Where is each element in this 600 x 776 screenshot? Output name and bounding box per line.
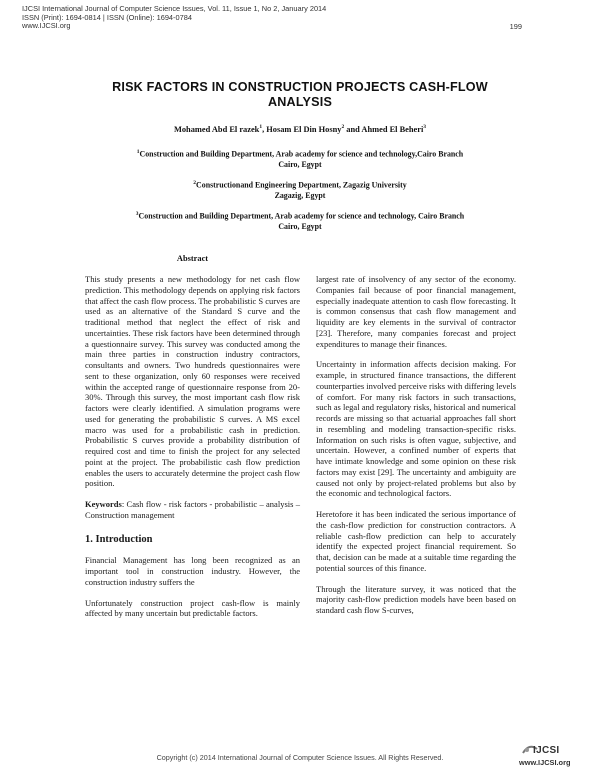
section-heading: 1. Introduction: [85, 533, 153, 545]
copyright-footer: Copyright (c) 2014 International Journal of Computer Science Issues. All Rights Reserved.: [156, 753, 444, 762]
body-paragraph-3: Heretofore it has been indicated the serious importance of the cash-flow prediction for construction contractors. A reliable cash-flow prediction can help to accurately identify the expected project financial requirement. So that, decision can be made at a suitable time regarding the potential sources of this finance.: [316, 509, 516, 573]
author-2-sup: 2: [341, 124, 345, 130]
body-paragraph-4: Through the literature survey, it was noticed that the majority cash-flow prediction models have been based on standard cash flow S-curves,: [316, 583, 516, 615]
page-number: 199: [509, 22, 522, 31]
issn-line: ISSN (Print): 1694-0814 | ISSN (Online): 1694-0784: [22, 12, 192, 22]
left-column: [85, 274, 300, 619]
ijcsi-logo: [519, 741, 575, 769]
keywords-label: Keywords: [85, 499, 122, 509]
author-2: , Hosam El Din Hosny: [262, 124, 342, 134]
running-header: [22, 5, 326, 31]
intro-paragraph-1: Financial Management has long been recognized as an important tool in construction industry. However, the construction industry suffers the: [85, 555, 300, 587]
body-paragraph-2: Uncertainty in information affects decision making. For example, in structured finance transactions, the different counterparties involved perceive risks with differing levels of comfort. For many risk factors in such transactions, such as legal and regulatory risks, historical and numerical records are missing so that actuarial approaches fall short in resembling and modeling transaction-specific risks. Information on such risks is often vague, subjective, and uncertain. However, a confined number of experts that have intimate knowledge and some opinion on these risk factors may exist [29]. The uncertainty and ambiguity are caused not only by project-related problems but also by the economic and technological factors.: [316, 359, 517, 499]
affiliation-sup: 3: [135, 211, 139, 217]
author-list: [40, 124, 560, 134]
abstract-heading: Abstract: [176, 254, 209, 263]
keywords: [85, 499, 300, 521]
author-3-sup: 3: [423, 124, 427, 130]
keywords-text: : Cash flow - risk factors - probabilistic – analysis – Construction management: [85, 499, 300, 520]
affiliation-city: Cairo, Egypt: [278, 221, 322, 231]
right-column: [316, 274, 516, 616]
affiliation-3: [60, 209, 540, 232]
affiliation-1: [60, 147, 540, 170]
logo-mark: IJCSI: [533, 745, 560, 756]
affiliation-line: Construction and Building Department, Arab academy for science and technology, Cairo Branch: [138, 211, 465, 221]
title-line-1: RISK FACTORS IN CONSTRUCTION PROJECTS CASH-FLOW: [112, 80, 488, 94]
paper-title: [40, 80, 560, 110]
abstract-body: This study presents a new methodology for net cash flow prediction. This methodology depends on applying risk factors that affect the cash flow process. The probabilistic S curves are used as an alternative of the Standard S curve and the traditional method that neglect the effect of risk and uncertainties. These risk factors have been determined through a questionnaire survey. This survey was conducted among the main three parties in construction industry contractors, consultants and owners. Two hundreds questionnaires were sent to these organization, only 60 responses were received within the accepted range of questionnaire response from 20-30%. Through this survey, the most important cash flow risk factors were clearly identified. A simulation programs were used for generating the probabilistic S curves. A MS excel macro was used for a probabilistic cash in prediction. Probabilistic S curves provide a probability distribution of required cost and time to finish the project for any selected point at the project. The probabilistic cash flow prediction enables the users to accurately determine the project cash flow position.: [85, 274, 300, 489]
journal-line: IJCSI International Journal of Computer Science Issues, Vol. 11, Issue 1, No 2, January 2014: [22, 4, 327, 13]
affiliation-city: Zagazig, Egypt: [274, 190, 326, 200]
affiliation-line: Construction and Building Department, Arab academy for science and technology,Cairo Branch: [139, 149, 464, 159]
author-1-sup: 1: [259, 124, 263, 130]
affiliation-line: Constructionand Engineering Department, Zagazig University: [196, 180, 407, 190]
author-3: and Ahmed El Beheri: [344, 124, 424, 134]
title-line-2: ANALYSIS: [267, 95, 333, 109]
intro-paragraph-2: Unfortunately construction project cash-flow is mainly affected by many uncertain but predictable factors.: [85, 597, 300, 619]
affiliation-2: [60, 178, 540, 201]
logo-url[interactable]: www.IJCSI.org: [519, 758, 571, 767]
author-1: Mohamed Abd El razek: [173, 124, 260, 134]
body-paragraph-1: largest rate of insolvency of any sector of the economy. Companies fail because of poor financial management, especially inadequate attention to cash flow forecasting. It is common consensus that cash flow management and liquidity are key elements in the survival of contractor [23]. Therefore, many companies forecast and project expenditures to manage their finances.: [316, 274, 516, 349]
affiliation-sup: 1: [136, 149, 140, 155]
affiliation-city: Cairo, Egypt: [278, 159, 322, 169]
affiliation-sup: 2: [193, 180, 197, 186]
site-link[interactable]: www.IJCSI.org: [22, 21, 71, 31]
